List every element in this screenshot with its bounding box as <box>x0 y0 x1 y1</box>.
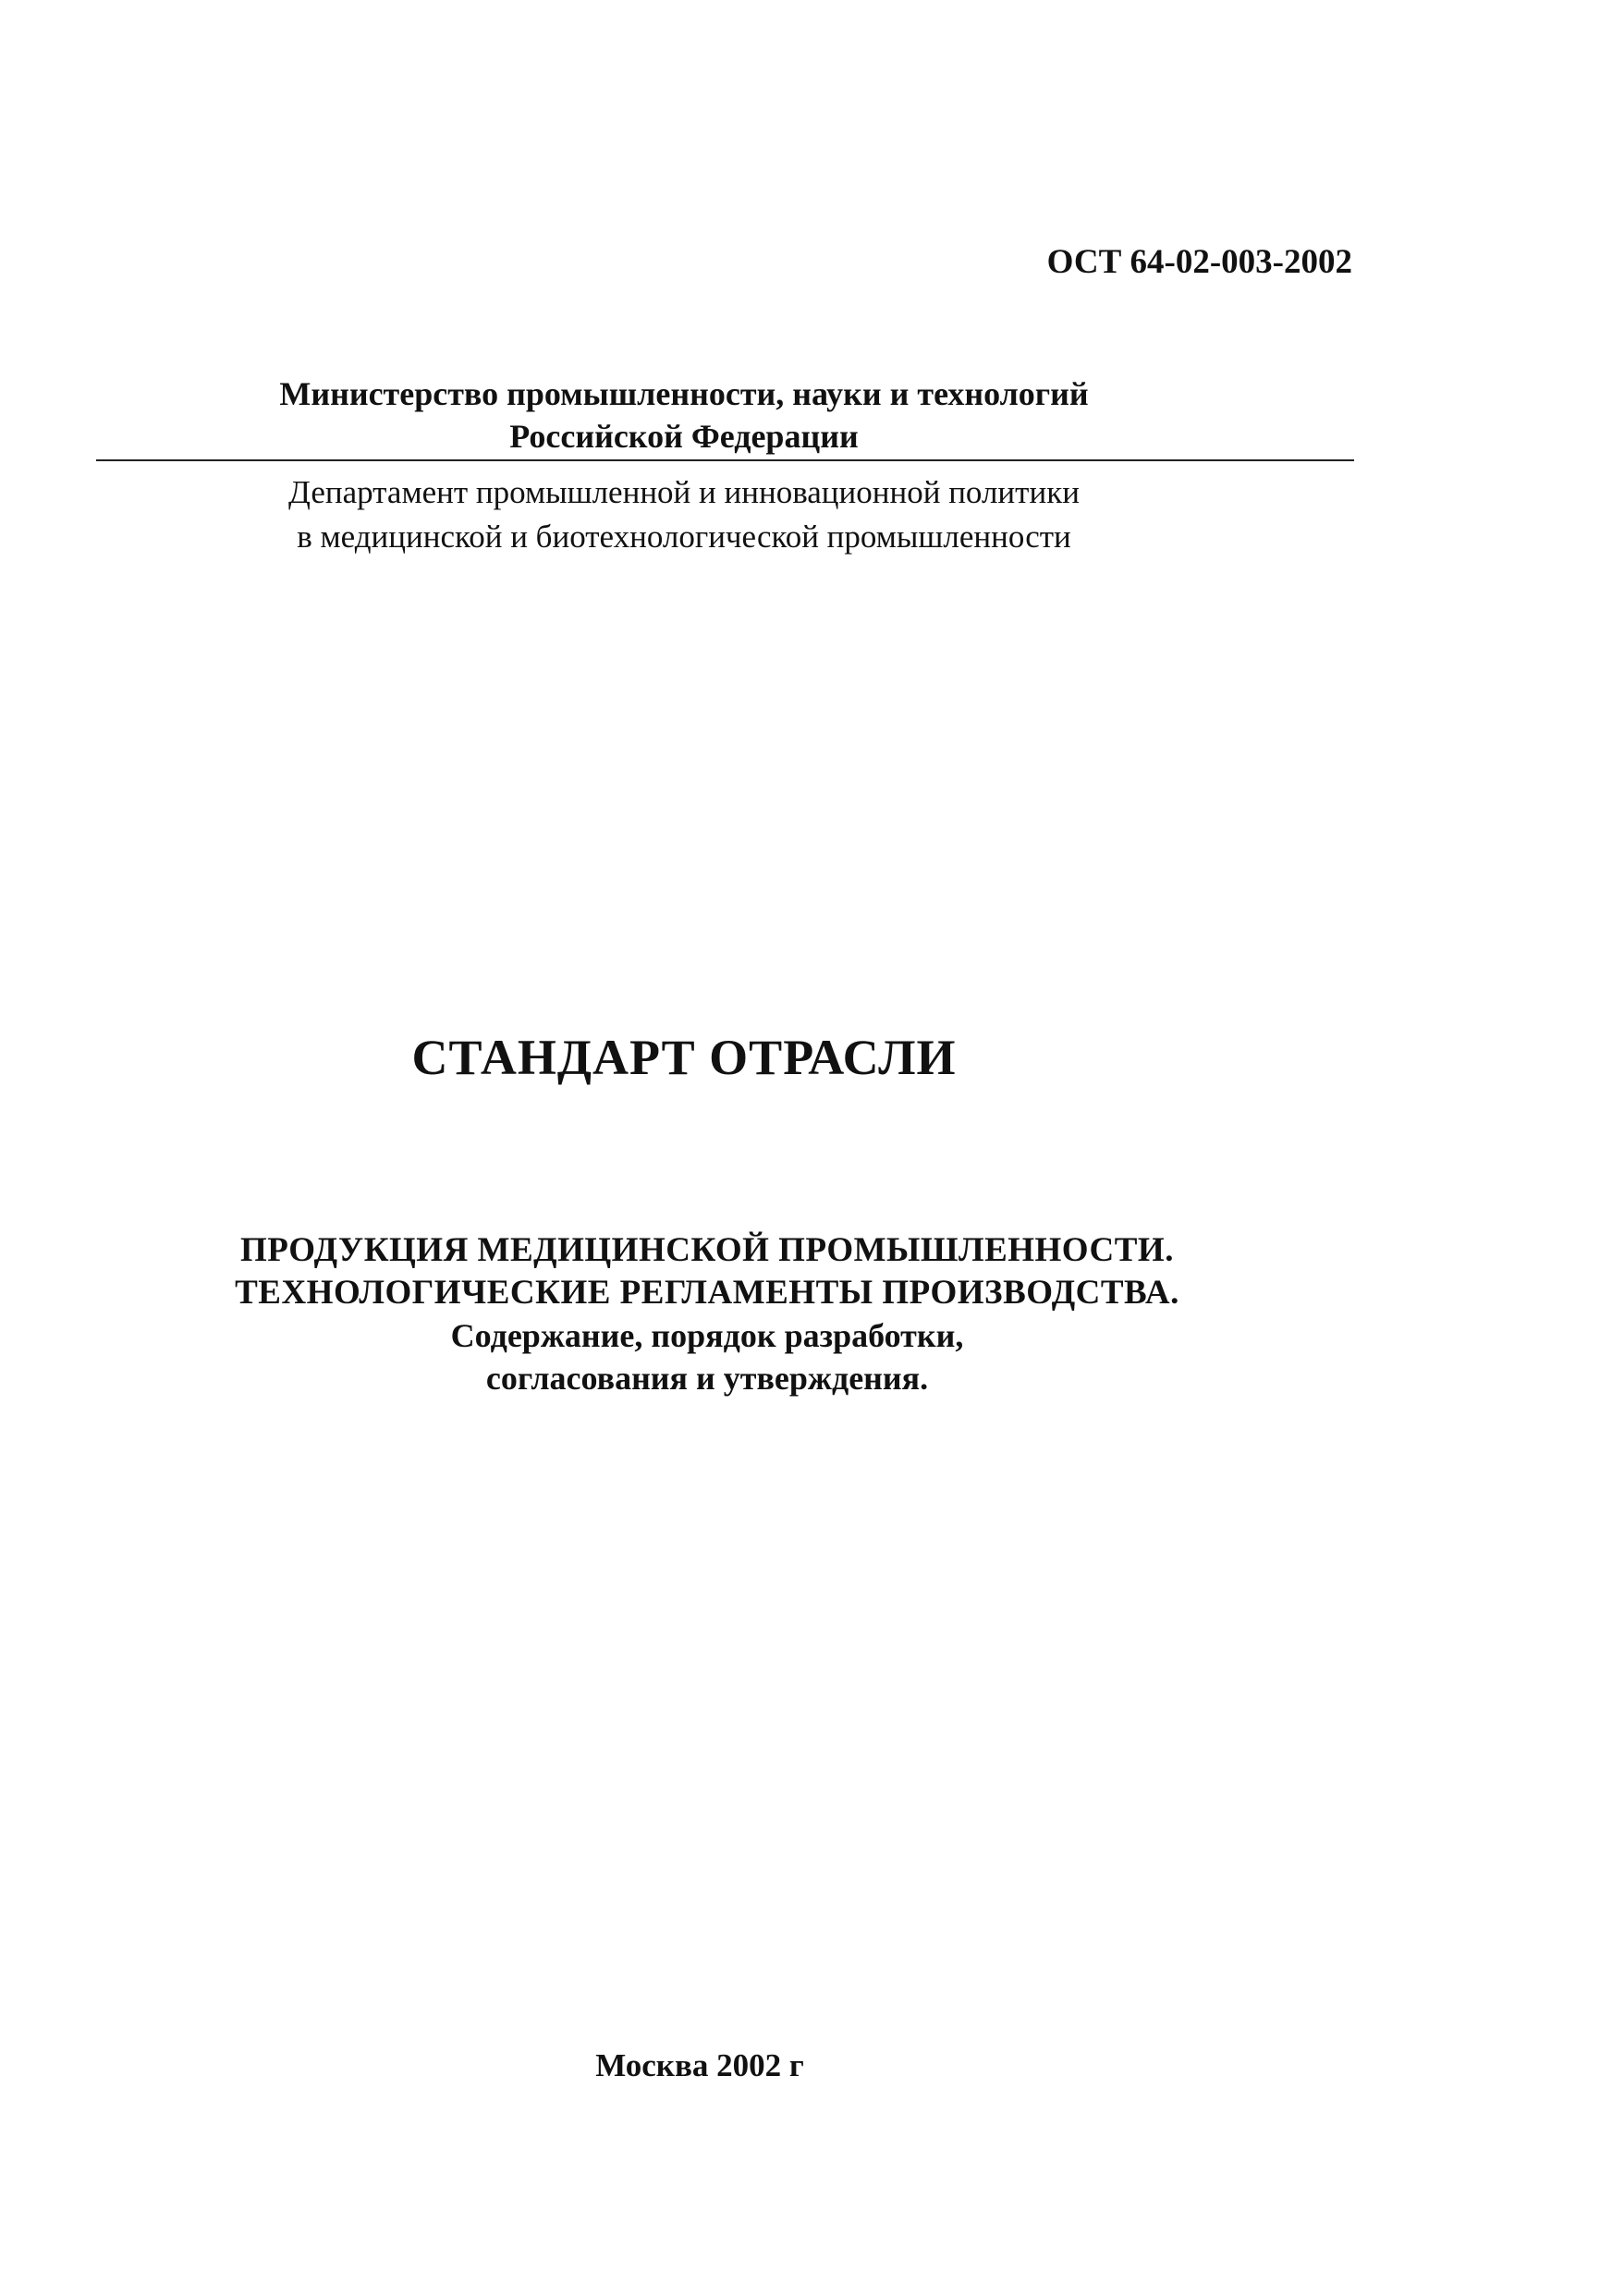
subject-line-1: ПРОДУКЦИЯ МЕДИЦИНСКОЙ ПРОМЫШЛЕННОСТИ. <box>240 1231 1174 1269</box>
subject-line-2: ТЕХНОЛОГИЧЕСКИЕ РЕГЛАМЕНТЫ ПРОИЗВОДСТВА. <box>235 1274 1179 1312</box>
subject-line-3: Содержание, порядок разработки, <box>450 1317 964 1354</box>
standard-title: СТАНДАРТ ОТРАСЛИ <box>411 1030 957 1085</box>
department-line-1: Департамент промышленной и инновационной политики <box>288 474 1080 510</box>
ministry-line-1: Министерство промышленности, науки и технологий <box>279 375 1089 412</box>
ministry-heading <box>0 372 1368 458</box>
ministry-line-2: Российской Федерации <box>509 418 859 455</box>
header-divider <box>96 459 1354 461</box>
department-heading <box>0 470 1368 559</box>
subject-line-4: согласования и утверждения. <box>485 1360 929 1397</box>
document-code: ОСТ 64-02-003-2002 <box>1046 243 1352 281</box>
department-line-2: в медицинской и биотехнологической промышленности <box>297 519 1071 555</box>
standard-subject <box>0 1229 1414 1399</box>
city-year: Москва 2002 г <box>595 2047 804 2083</box>
